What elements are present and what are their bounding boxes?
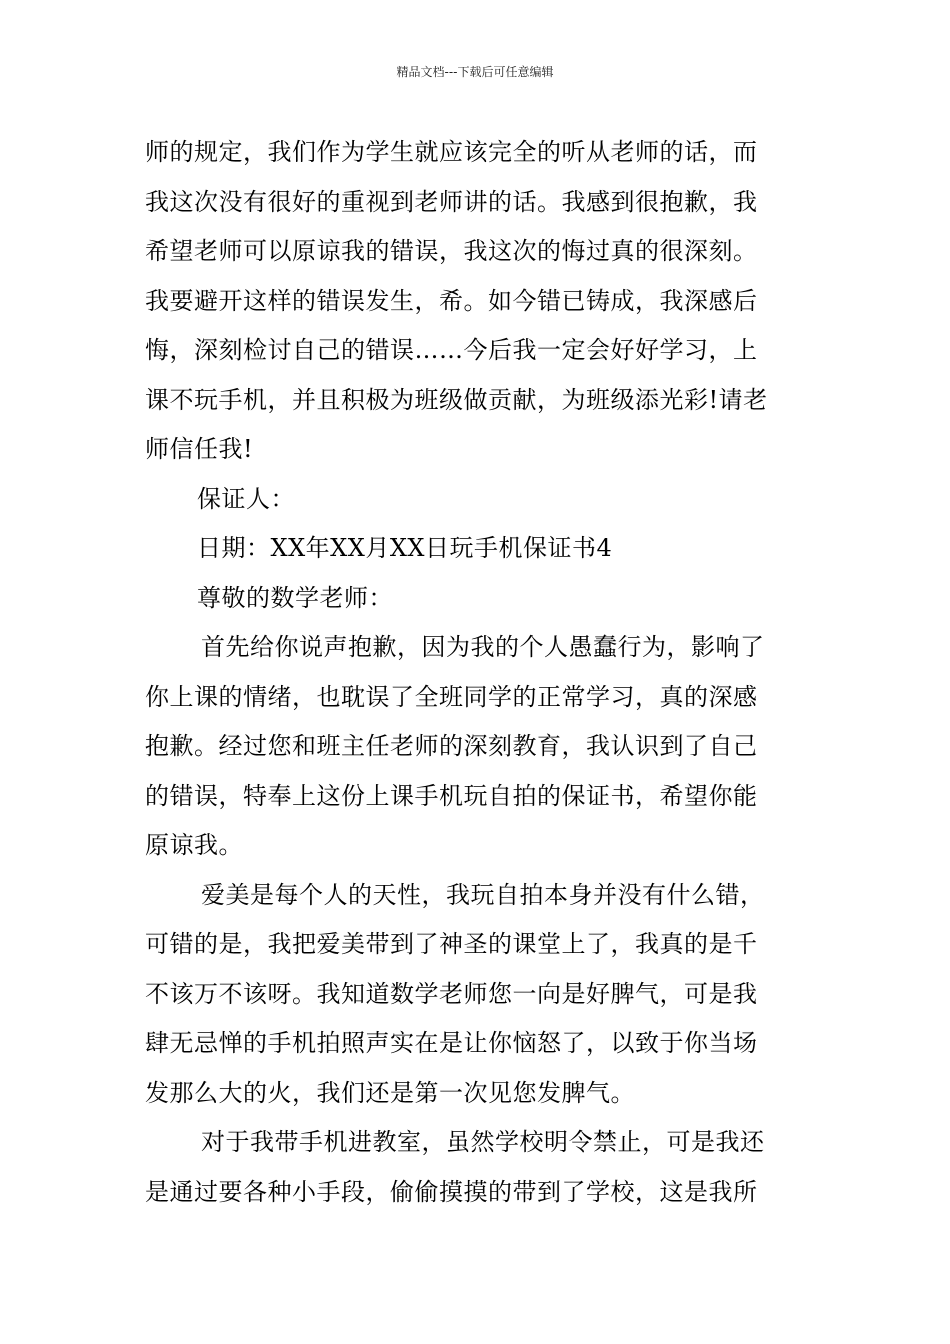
paragraph-start: 首先给你说声抱歉，因为我的个人愚蠢行为，影响了 <box>201 633 765 661</box>
text-line: 师的规定，我们作为学生就应该完全的听从老师的话，而 <box>145 138 758 166</box>
salutation: 尊敬的数学老师： <box>197 583 393 612</box>
page-header: 精品文档---下载后可任意编辑 <box>396 65 554 79</box>
text-line: 我要避开这样的错误发生，希。如今错已铸成，我深感后 <box>145 286 758 315</box>
document-body <box>145 128 813 1217</box>
text-line: 你上课的情绪，也耽误了全班同学的正常学习，真的深感 <box>145 682 758 711</box>
text-line: 抱歉。经过您和班主任老师的深刻教育，我认识到了自己 <box>145 732 758 760</box>
date-line: 日期：XX年XX月XX日玩手机保证书4 <box>197 534 613 562</box>
text-line: 可错的是，我把爱美带到了神圣的课堂上了，我真的是千 <box>145 930 758 958</box>
text-line: 悔，深刻检讨自己的错误……今后我一定会好好学习，上 <box>145 336 758 364</box>
text-line: 希望老师可以原谅我的错误，我这次的悔过真的很深刻。 <box>145 237 758 265</box>
text-line: 我这次没有很好的重视到老师讲的话。我感到很抱歉，我 <box>145 187 758 216</box>
text-line: 的错误，特奉上这份上课手机玩自拍的保证书，希望你能 <box>145 781 758 810</box>
text-line: 师信任我! <box>145 435 254 463</box>
text-line: 不该万不该呀。我知道数学老师您一向是好脾气，可是我 <box>145 979 758 1008</box>
paragraph-start: 爱美是每个人的天性，我玩自拍本身并没有什么错， <box>201 880 765 909</box>
text-line: 是通过要各种小手段，偷偷摸摸的带到了学校，这是我所 <box>145 1177 758 1206</box>
text-line: 发那么大的火，我们还是第一次见您发脾气。 <box>145 1078 635 1107</box>
guarantor-label: 保证人： <box>197 484 295 513</box>
text-line: 课不玩手机，并且积极为班级做贡献，为班级添光彩!请老 <box>145 385 768 414</box>
text-line: 原谅我。 <box>145 831 243 859</box>
text-line: 肆无忌惮的手机拍照声实在是让你恼怒了，以致于你当场 <box>145 1029 758 1057</box>
paragraph-start: 对于我带手机进教室，虽然学校明令禁止，可是我还 <box>201 1128 765 1156</box>
